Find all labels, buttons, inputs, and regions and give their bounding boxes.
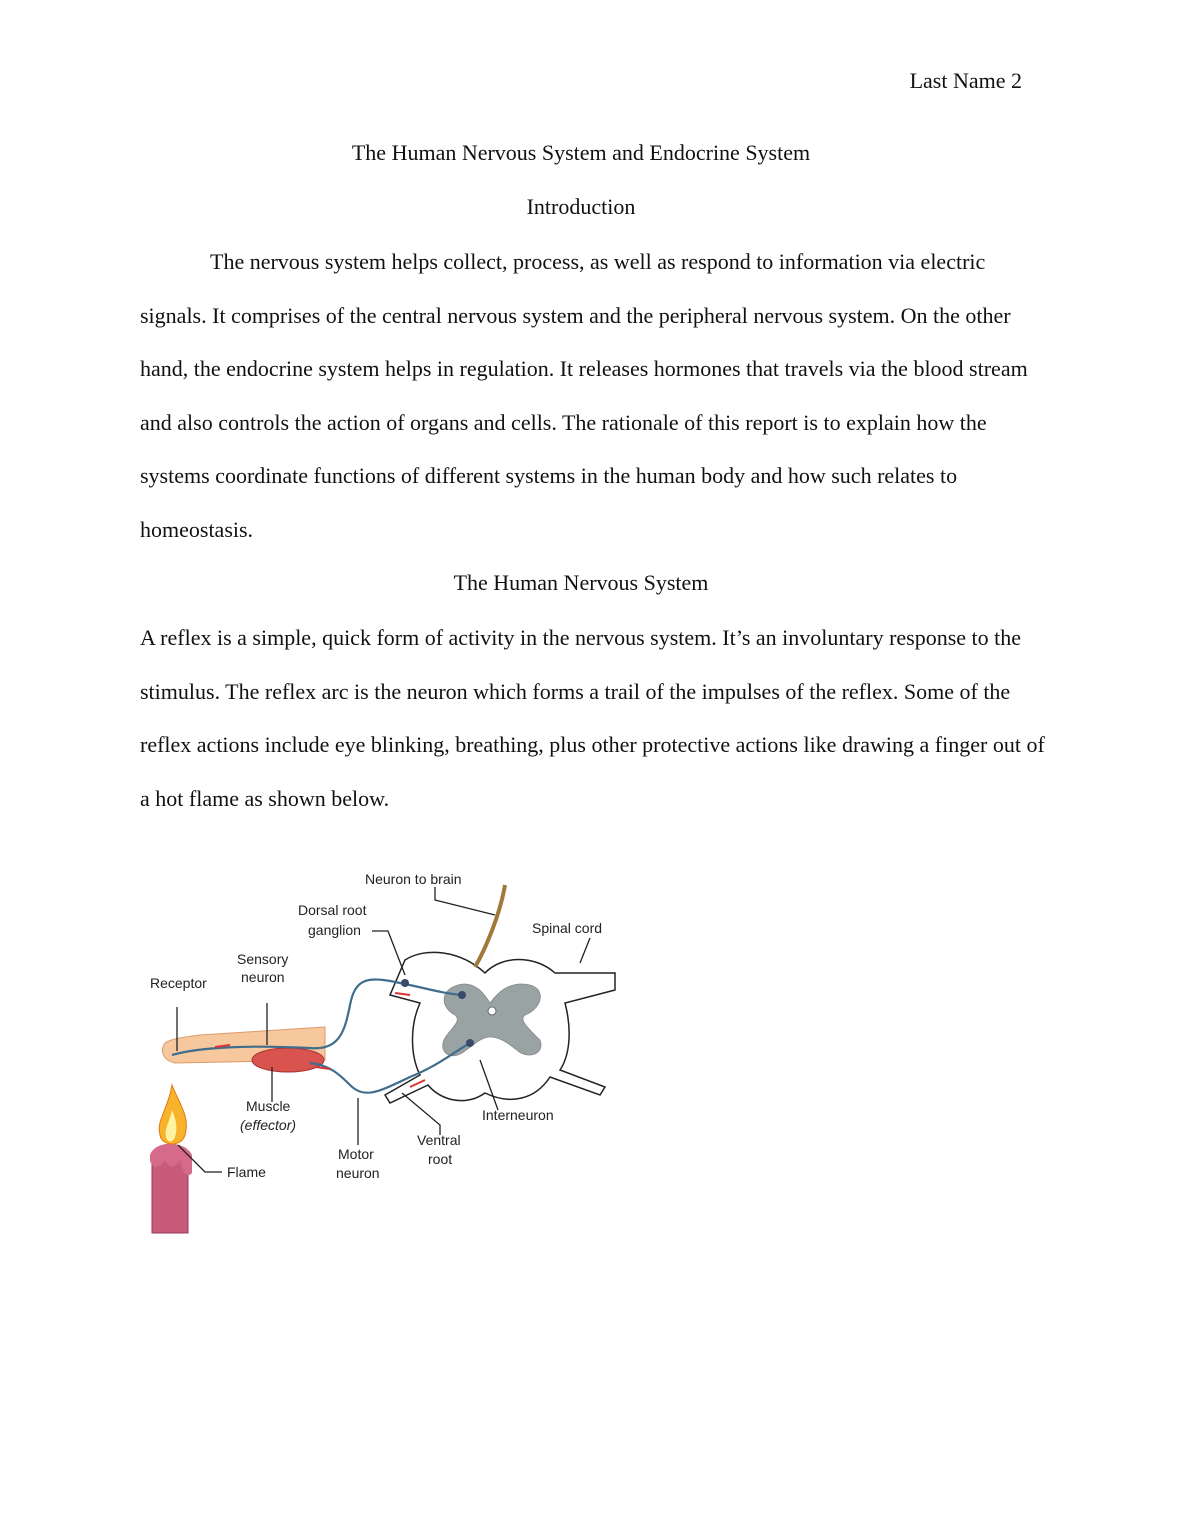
section-heading-introduction: Introduction: [526, 194, 636, 219]
muscle-effector: [252, 1048, 324, 1072]
label-spinal-cord: Spinal cord: [532, 920, 603, 936]
label-ventral: Ventral: [417, 1132, 461, 1148]
document-title: The Human Nervous System and Endocrine System: [351, 140, 811, 165]
label-neuron-to-brain: Neuron to brain: [365, 871, 462, 887]
leader-dorsal-root: [372, 931, 405, 975]
label-ventral-root: root: [428, 1151, 453, 1167]
label-muscle: Muscle: [246, 1098, 291, 1114]
interneuron-cell-1: [458, 991, 466, 999]
introduction-paragraph: The nervous system helps collect, process, as well as respond to information via electric signals. It comprises of the central nervous system and the peripheral nervous system. On the other hand, the endocrine system helps in regulation. It releases hormones that travels via the blood stream and also controls the action of organs and cells. The rationale of this report is to explain how the systems coordinate functions of different systems in the human body and how such relates to homeostasis.: [140, 249, 1028, 542]
label-sensory-neuron: neuron: [241, 969, 285, 985]
central-canal: [488, 1007, 496, 1015]
leader-neuron-to-brain: [435, 887, 495, 915]
leader-spinal-cord: [580, 938, 590, 963]
label-sensory: Sensory: [237, 951, 289, 967]
nervous-system-paragraph: A reflex is a simple, quick form of activity in the nervous system. It’s an involuntary response to the stimulus. The reflex arc is the neuron which forms a trail of the impulses of the reflex. Some of the reflex actions include eye blinking, breathing, plus other protective actions like drawing a finger out of a hot flame as shown below.: [140, 625, 1045, 811]
dorsal-root-ganglion-cell: [401, 979, 409, 987]
neuron-to-brain-fiber: [475, 885, 505, 967]
label-motor: Motor: [338, 1146, 374, 1162]
label-interneuron: Interneuron: [482, 1107, 554, 1123]
nervous-system-paragraph-block: [140, 611, 1045, 825]
leader-ventral: [402, 1093, 440, 1135]
introduction-paragraph-block: [140, 235, 1045, 557]
label-dorsal-root: Dorsal root: [298, 902, 367, 918]
reflex-arc-diagram: [140, 855, 630, 1240]
interneuron-cell-2: [466, 1039, 474, 1047]
running-head: Last Name 2: [909, 68, 1022, 93]
section-heading-nervous-system: The Human Nervous System: [453, 570, 709, 595]
label-motor-neuron: neuron: [336, 1165, 380, 1181]
label-ganglion: ganglion: [308, 922, 361, 938]
label-flame: Flame: [227, 1164, 266, 1180]
label-receptor: Receptor: [150, 975, 207, 991]
label-effector: (effector): [240, 1117, 297, 1133]
